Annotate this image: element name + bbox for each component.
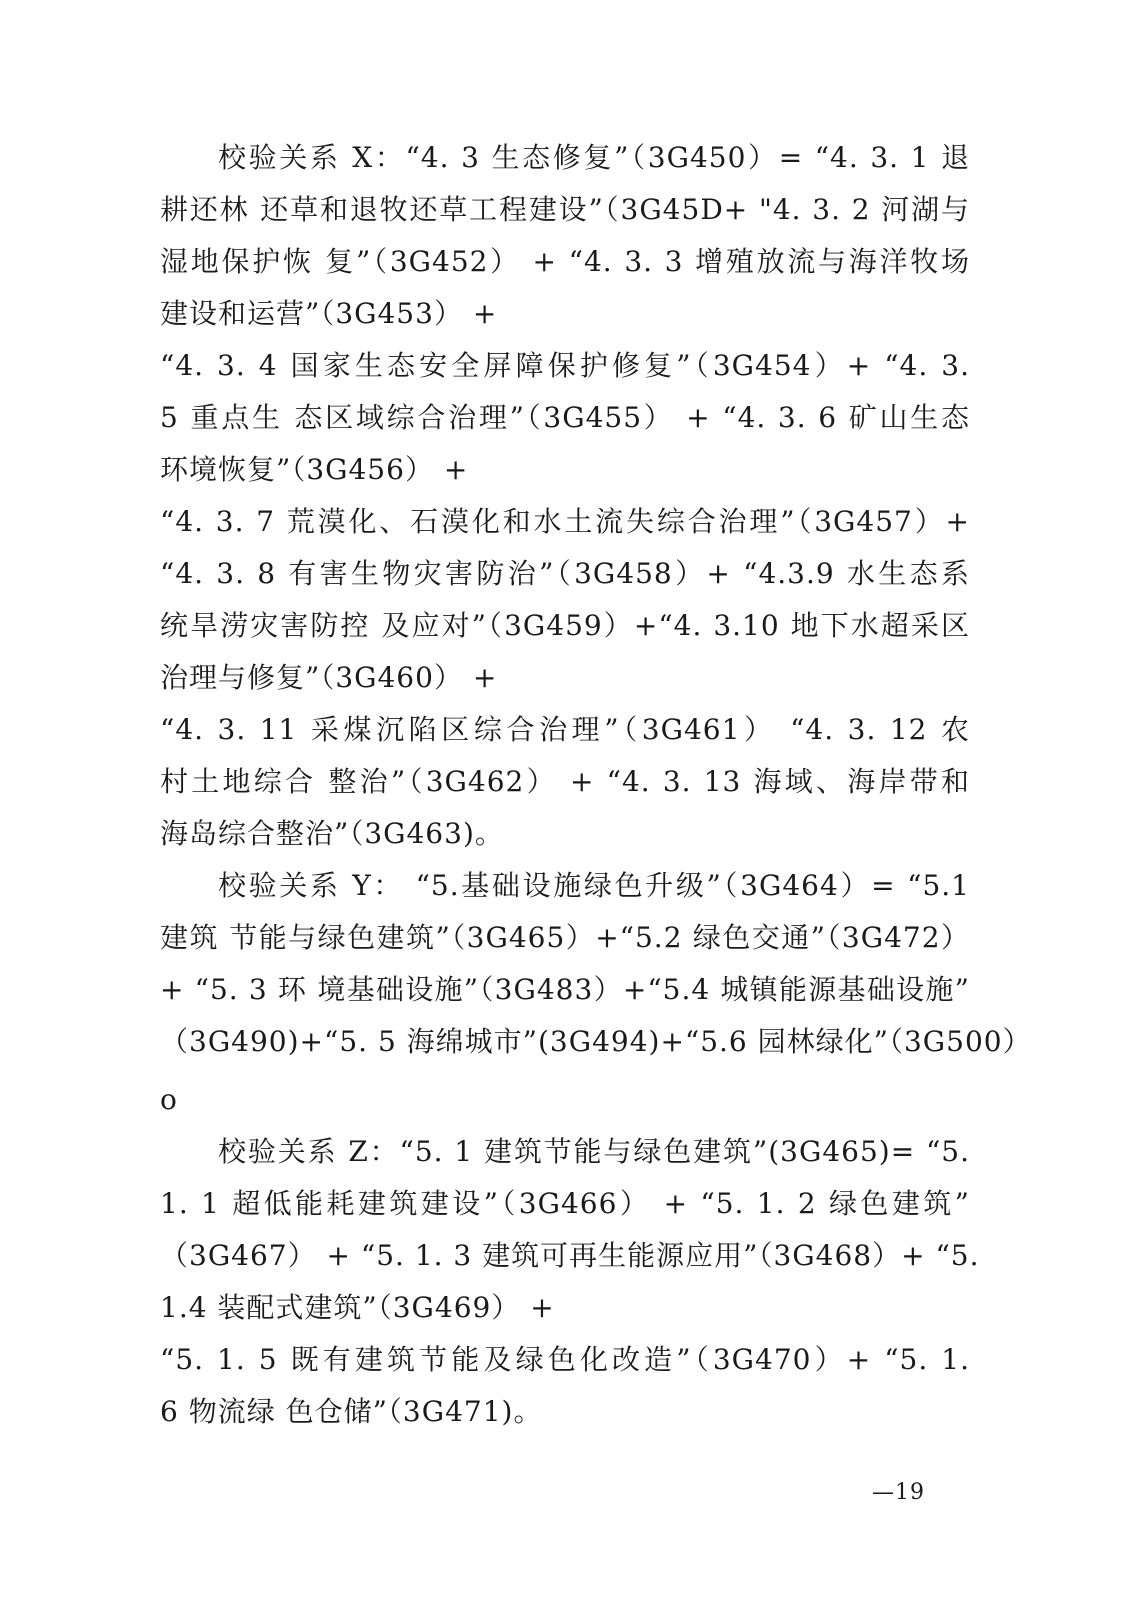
text-line-10: 统旱涝灾害防控 及应对”（3G459）+“4. 3.10 地下水超采区 <box>160 609 970 642</box>
text-line-21: 1. 1 超低能耗建筑建设”（3G466） + “5. 1. 2 绿色建筑” <box>160 1187 970 1220</box>
page-number: —19 <box>872 1480 925 1505</box>
text-line-25: 6 物流绿 色仓储”（3G471)。 <box>160 1395 543 1428</box>
text-line-22: （3G467） + “5. 1. 3 建筑可再生能源应用”（3G468）+ “5. <box>160 1239 980 1272</box>
text-line-19: o <box>160 1083 178 1116</box>
text-line-9: “4. 3. 8 有害生物灾害防治”（3G458）+ “4.3.9 水生态系 <box>160 557 970 590</box>
text-line-4: 建设和运营”（3G453） + <box>160 297 498 330</box>
text-line-12: “4. 3. 11 采煤沉陷区综合治理”（3G461） “4. 3. 12 农 <box>160 713 970 746</box>
text-line-23: 1.4 装配式建筑”（3G469） + <box>160 1291 555 1324</box>
text-line-13: 村土地综合 整治”（3G462） + “4. 3. 13 海域、海岸带和 <box>160 765 970 798</box>
text-line-2: 耕还林 还草和退牧还草工程建设”（3G45D+ "4. 3. 2 河湖与 <box>160 193 970 226</box>
text-line-8: “4. 3. 7 荒漠化、石漠化和水土流失综合治理”（3G457）+ <box>160 505 970 538</box>
text-line-15: 校验关系 Y： “5.基础设施绿色升级”（3G464）= “5.1 <box>218 869 970 902</box>
text-line-11: 治理与修复”（3G460） + <box>160 661 498 694</box>
text-line-16: 建筑 节能与绿色建筑”（3G465）+“5.2 绿色交通”（3G472） <box>160 921 970 954</box>
text-line-17: + “5. 3 环 境基础设施”（3G483）+“5.4 城镇能源基础设施” <box>160 973 970 1006</box>
text-line-1: 校验关系 X：“4. 3 生态修复”（3G450）= “4. 3. 1 退 <box>218 141 970 174</box>
text-line-7: 环境恢复”（3G456） + <box>160 453 469 486</box>
text-line-14: 海岛综合整治”（3G463)。 <box>160 817 504 850</box>
text-line-20: 校验关系 Z：“5. 1 建筑节能与绿色建筑”(3G465)= “5. <box>218 1135 970 1168</box>
text-line-5: “4. 3. 4 国家生态安全屏障保护修复”（3G454）+ “4. 3. <box>160 349 970 382</box>
text-line-18: （3G490)+“5. 5 海绵城市”(3G494)+“5.6 园林绿化”（3G500） <box>160 1025 1032 1058</box>
text-line-3: 湿地保护恢 复”（3G452） + “4. 3. 3 增殖放流与海洋牧场 <box>160 245 970 278</box>
text-line-24: “5. 1. 5 既有建筑节能及绿色化改造”（3G470）+ “5. 1. <box>160 1343 970 1376</box>
text-line-6: 5 重点生 态区域综合治理”（3G455） + “4. 3. 6 矿山生态 <box>160 401 970 434</box>
